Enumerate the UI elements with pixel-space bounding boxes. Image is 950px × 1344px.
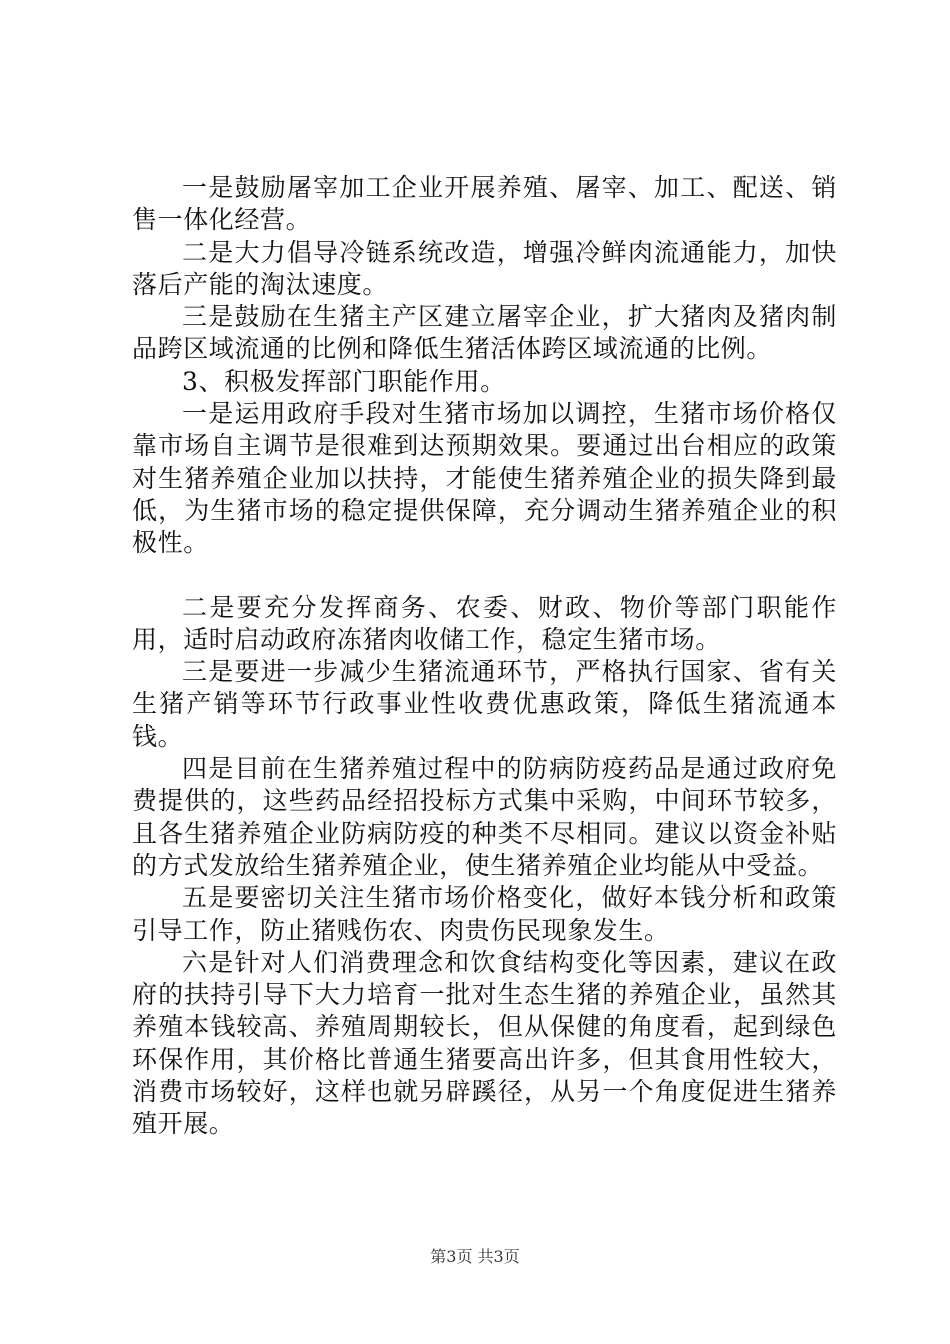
paragraph-7: 四是目前在生猪养殖过程中的防病防疫药品是通过政府免费提供的，这些药品经招投标方式集中采购，中间环节较多，且各生猪养殖企业防病防疫的种类不尽相同。建议以资金补贴的方式发放给生猪养殖企业，使生猪养殖企业均能从中受益。 bbox=[132, 754, 837, 880]
paragraph-2: 二是大力倡导冷链系统改造，增强冷鲜肉流通能力，加快落后产能的淘汰速度。 bbox=[132, 237, 837, 299]
paragraph-1: 一是鼓励屠宰加工企业开展养殖、屠宰、加工、配送、销售一体化经营。 bbox=[132, 173, 837, 235]
page-footer: 第3页 共3页 bbox=[430, 1247, 520, 1266]
paragraph-9: 六是针对人们消费理念和饮食结构变化等因素，建议在政府的扶持引导下大力培育一批对生态生猪的养殖企业，虽然其养殖本钱较高、养殖周期较长，但从保健的角度看，起到绿色环保作用，其价格比普通生猪要高出许多，但其食用性较大，消费市场较好，这样也就另辟蹊径，从另一个角度促进生猪养殖开展。 bbox=[132, 947, 837, 1139]
paragraph-gap bbox=[132, 560, 837, 592]
paragraph-5: 二是要充分发挥商务、农委、财政、物价等部门职能作用，适时启动政府冻猪肉收储工作，稳定生猪市场。 bbox=[132, 592, 837, 654]
paragraph-4: 一是运用政府手段对生猪市场加以调控，生猪市场价格仅靠市场自主调节是很难到达预期效果。要通过出台相应的政策对生猪养殖企业加以扶持，才能使生猪养殖企业的损失降到最低，为生猪市场的稳定提供保障，充分调动生猪养殖企业的积极性。 bbox=[132, 399, 837, 558]
section-heading-3: 3、积极发挥部门职能作用。 bbox=[182, 366, 506, 396]
paragraph-6: 三是要进一步减少生猪流通环节，严格执行国家、省有关生猪产销等环节行政事业性收费优惠政策，降低生猪流通本钱。 bbox=[132, 657, 837, 751]
document-body bbox=[132, 172, 837, 1141]
paragraph-8: 五是要密切关注生猪市场价格变化，做好本钱分析和政策引导工作，防止猪贱伤农、肉贵伤民现象发生。 bbox=[132, 883, 837, 945]
paragraph-3: 三是鼓励在生猪主产区建立屠宰企业，扩大猪肉及猪肉制品跨区域流通的比例和降低生猪活体跨区域流通的比例。 bbox=[132, 302, 837, 364]
